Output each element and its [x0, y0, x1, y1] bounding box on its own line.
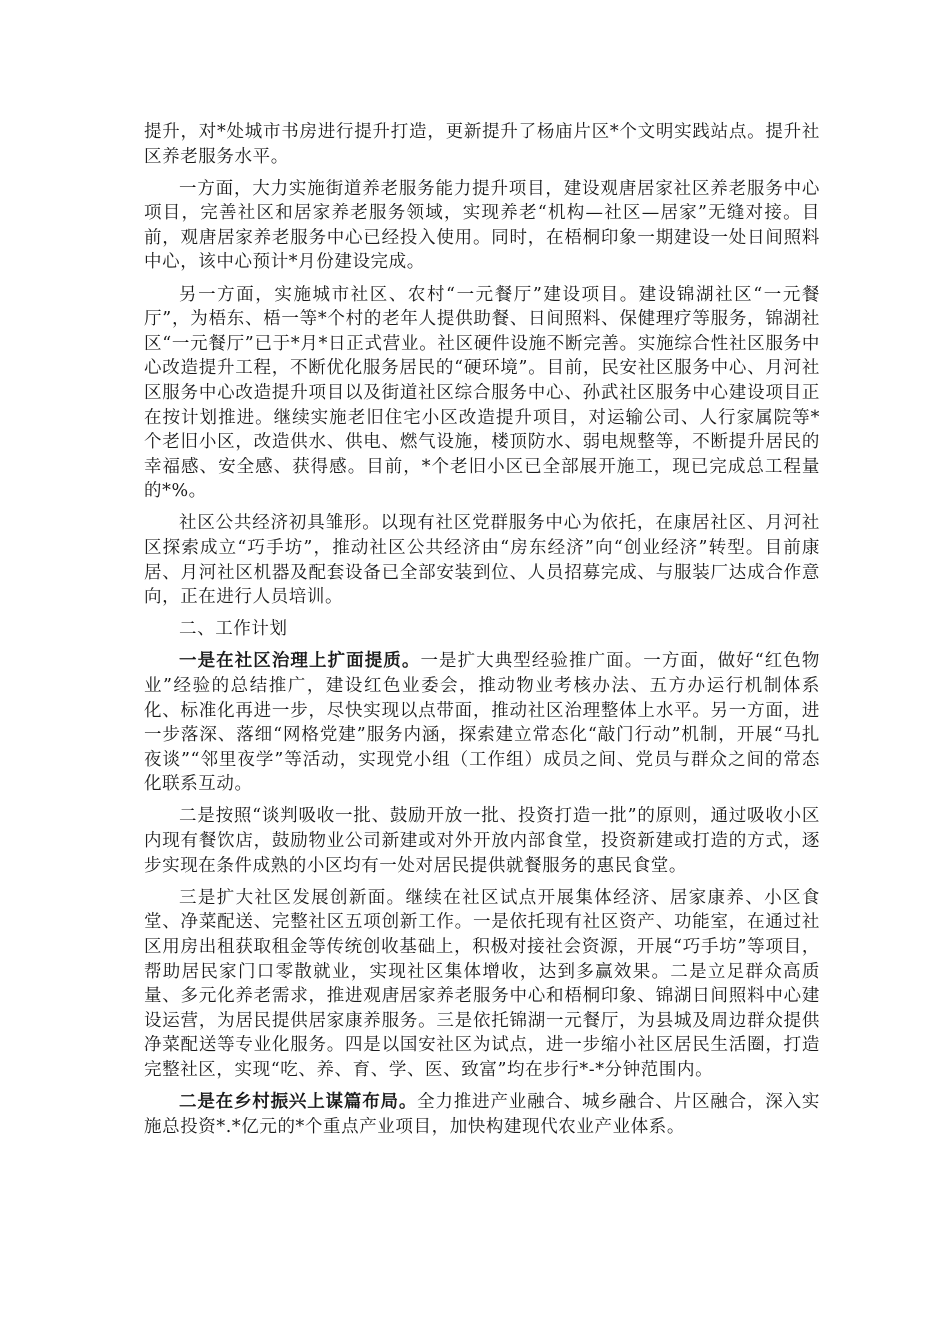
paragraph-one-yuan-canteen [144, 283, 820, 504]
paragraph-text: 提升，对*处城市书房进行提升打造，更新提升了杨庙片区*个文明实践站点。提升社区养老服务水平。 [144, 122, 820, 167]
paragraph-text: 社区公共经济初具雏形。以现有社区党群服务中心为依托，在康居社区、月河社区探索成立“巧手坊”，推动社区公共经济由“房东经济”向“创业经济”转型。目前康居、月河社区机器及配套设备已全部安装到位、人员招募完成、与服装厂达成合作意向，正在进行人员培训。 [144, 513, 820, 608]
paragraph-text: 三是扩大社区发展创新面。继续在社区试点开展集体经济、居家康养、小区食堂、净菜配送、完整社区五项创新工作。一是依托现有社区资产、功能室，在通过社区用房出租获取租金等传统创收基础上，积极对接社会资源，开展“巧手坊”等项目，帮助居民家门口零散就业，实现社区集体增收，达到多赢效果。二是立足群众高质量、多元化养老需求，推进观唐居家养老服务中心和梧桐印象、锦湖日间照料中心建设运营，为居民提供居家康养服务。三是依托锦湖一元餐厅，为县城及周边群众提供净菜配送等专业化服务。四是以国安社区为试点，进一步缩小社区居民生活圈，打造完整社区，实现“吃、养、育、学、医、致富”均在步行*-*分钟范围内。 [144, 887, 820, 1080]
paragraph-text: 一是扩大典型经验推广面。一方面，做好“红色物业”经验的总结推广，建设红色业委会，推动物业考核办法、五方办运行机制体系化、标准化再进一步，尽快实现以点带面，推动社区治理整体上水平。另一方面，进一步落深、落细“网格党建”服务内涵，探索建立常态化“敲门行动”机制，开展“马扎夜谈”“邻里夜学”等活动，实现党小组（工作组）成员之间、党员与群众之间的常态化联系互动。 [144, 651, 820, 795]
paragraph-elderly-care [144, 177, 820, 275]
paragraph-canteen-principle [144, 804, 820, 878]
paragraph-text: 一方面，大力实施街道养老服务能力提升项目，建设观唐居家社区养老服务中心项目，完善社区和居家养老服务领域，实现养老“机构—社区—居家”无缝对接。目前，观唐居家养老服务中心已经投入使用。同时，在梧桐印象一期建设一处日间照料中心，该中心预计*月份建设完成。 [144, 178, 820, 273]
paragraph-lead: 二是在乡村振兴上谋篇布局。 [179, 1091, 418, 1112]
document-page [144, 120, 820, 1147]
paragraph-text: 另一方面，实施城市社区、农村“一元餐厅”建设项目。建设锦湖社区“一元餐厅”，为梧东、梧一等*个村的老年人提供助餐、日间照料、保健理疗等服务，锦湖社区“一元餐厅”已于*月*日正式营业。社区硬件设施不断完善。实施综合性社区服务中心改造提升工程，不断优化服务居民的“硬环境”。目前，民安社区服务中心、月河社区服务中心改造提升项目以及街道社区综合服务中心、孙武社区服务中心建设项目正在按计划推进。继续实施老旧住宅小区改造提升项目，对运输公司、人行家属院等*个老旧小区，改造供水、供电、燃气设施，楼顶防水、弱电规整等，不断提升居民的幸福感、安全感、获得感。目前，*个老旧小区已全部展开施工，现已完成总工程量的*%。 [144, 284, 820, 502]
paragraph-text: 二是按照“谈判吸收一批、鼓励开放一批、投资打造一批”的原则，通过吸收小区内现有餐饮店，鼓励物业公司新建或对外开放内部食堂，投资新建或打造的方式，逐步实现在条件成熟的小区均有一处对居民提供就餐服务的惠民食堂。 [144, 806, 820, 876]
paragraph-rural-revitalization [144, 1090, 820, 1139]
paragraph-lead: 一是在社区治理上扩面提质。 [179, 651, 421, 672]
paragraph-innovation [144, 886, 820, 1083]
paragraph-intro [144, 120, 820, 169]
paragraph-community-governance [144, 649, 820, 797]
paragraph-public-economy [144, 511, 820, 609]
section-heading: 二、工作计划 [179, 619, 288, 640]
paragraph-text: 全力推进产业融合、城乡融合、片区融合，深入实施总投资*.*亿元的*个重点产业项目，加快构建现代农业产业体系。 [144, 1091, 820, 1137]
